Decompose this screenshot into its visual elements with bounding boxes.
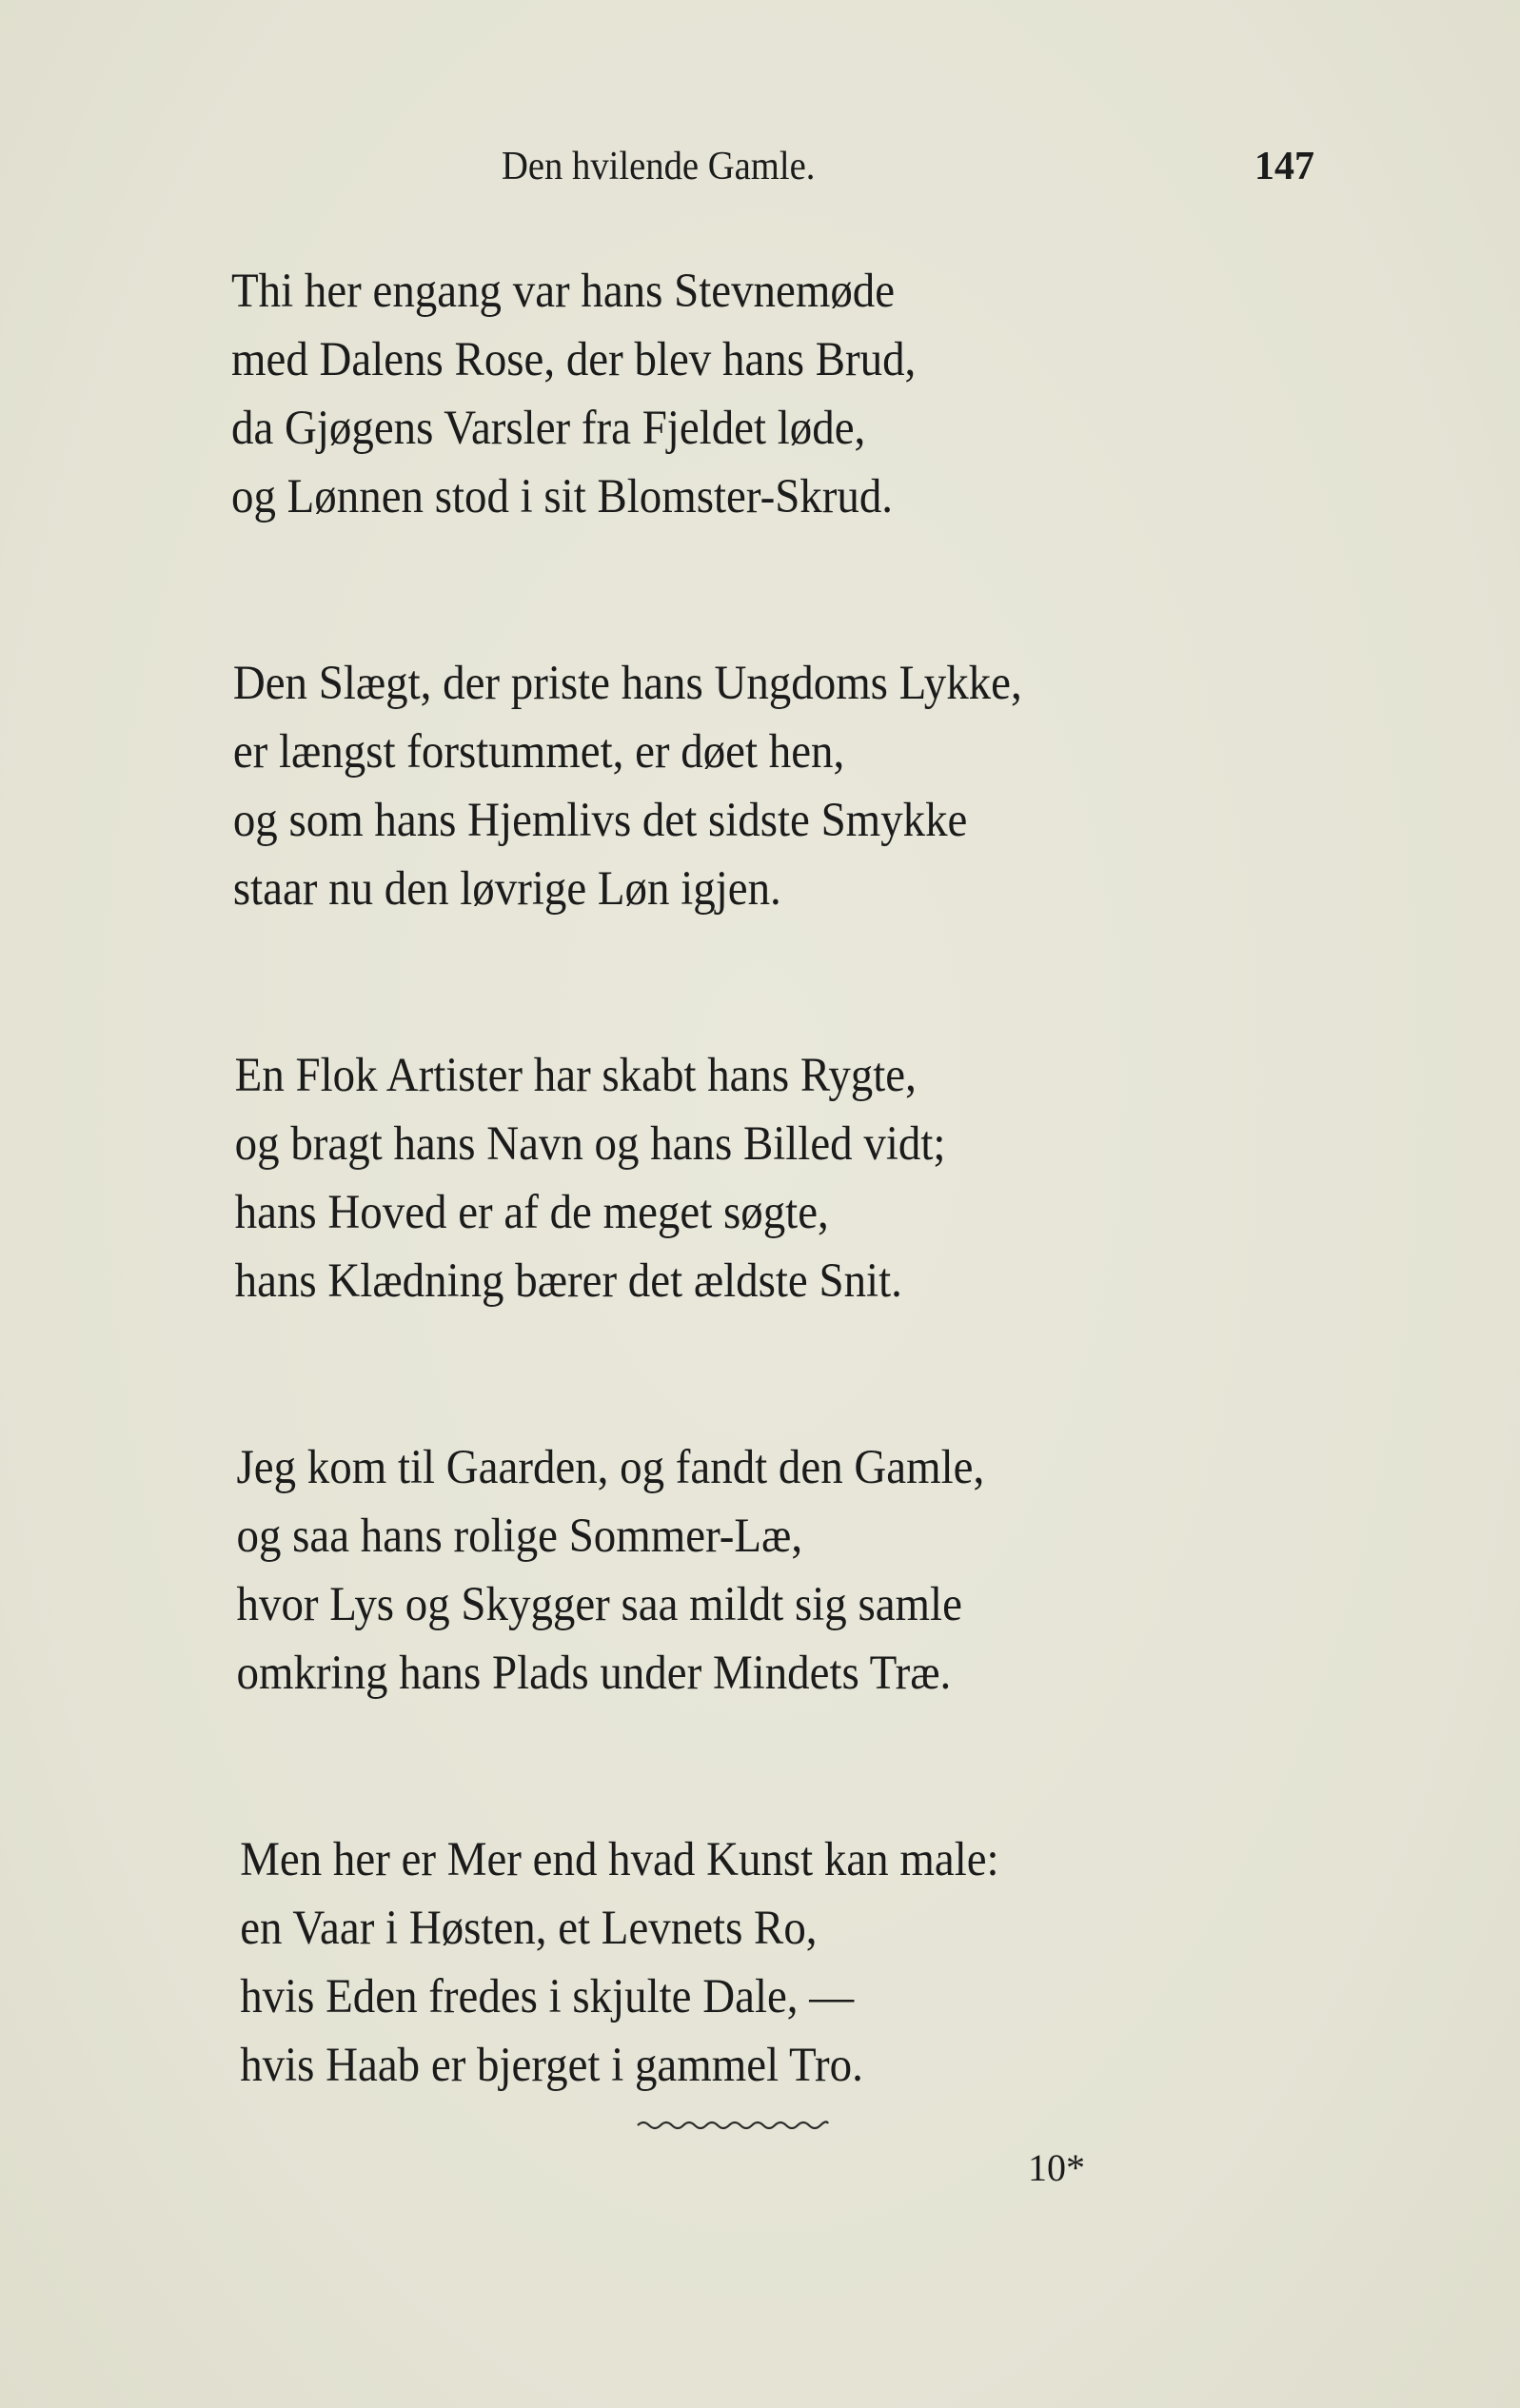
- running-head: [0, 138, 1520, 195]
- running-title: Den hvilende Gamle.: [502, 145, 816, 188]
- verse-line: Men her er Mer end hvad Kunst kan male:: [240, 1833, 999, 1886]
- verse-line: omkring hans Plads under Mindets Træ.: [236, 1647, 952, 1700]
- stanza: [231, 257, 1373, 531]
- stanza: [231, 649, 1373, 923]
- signature-mark: 10*: [1028, 2146, 1085, 2189]
- verse-line: Jeg kom til Gaarden, og fandt den Gamle,: [236, 1441, 985, 1494]
- verse-line: hans Klædning bærer det ældste Snit.: [234, 1254, 902, 1308]
- verse-line: med Dalens Rose, der blev hans Brud,: [231, 333, 917, 386]
- verse-line: og saa hans rolige Sommer-Læ,: [236, 1510, 803, 1563]
- verse-line: og Lønnen stod i sit Blomster-Skrud.: [231, 470, 894, 523]
- poem: [231, 257, 1373, 2218]
- verse-line: og som hans Hjemlivs det sidste Smykke: [232, 794, 968, 847]
- stanza: [231, 1433, 1373, 1707]
- verse-line: hans Hoved er af de meget søgte,: [234, 1186, 829, 1239]
- page-number: 147: [1254, 145, 1314, 188]
- verse-line: og bragt hans Navn og hans Billed vidt;: [234, 1117, 946, 1171]
- stanza: [231, 1826, 1373, 2100]
- verse-line: hvis Eden fredes i skjulte Dale, —: [240, 1970, 855, 2023]
- verse-line: Den Slægt, der priste hans Ungdoms Lykke,: [232, 657, 1022, 710]
- stanza: [231, 1041, 1373, 1315]
- verse-line: En Flok Artister har skabt hans Rygte,: [234, 1049, 917, 1102]
- verse-line: en Vaar i Høsten, et Levnets Ro,: [240, 1902, 818, 1955]
- verse-line: er længst forstummet, er døet hen,: [232, 725, 845, 779]
- wavy-rule-ornament: [636, 2118, 830, 2133]
- verse-line: staar nu den løvrige Løn igjen.: [232, 862, 781, 916]
- verse-line: hvor Lys og Skygger saa mildt sig samle: [236, 1578, 962, 1631]
- verse-line: da Gjøgens Varsler fra Fjeldet løde,: [231, 402, 866, 455]
- verse-line: hvis Haab er bjerget i gammel Tro.: [240, 2039, 863, 2092]
- verse-line: Thi her engang var hans Stevnemøde: [231, 265, 896, 318]
